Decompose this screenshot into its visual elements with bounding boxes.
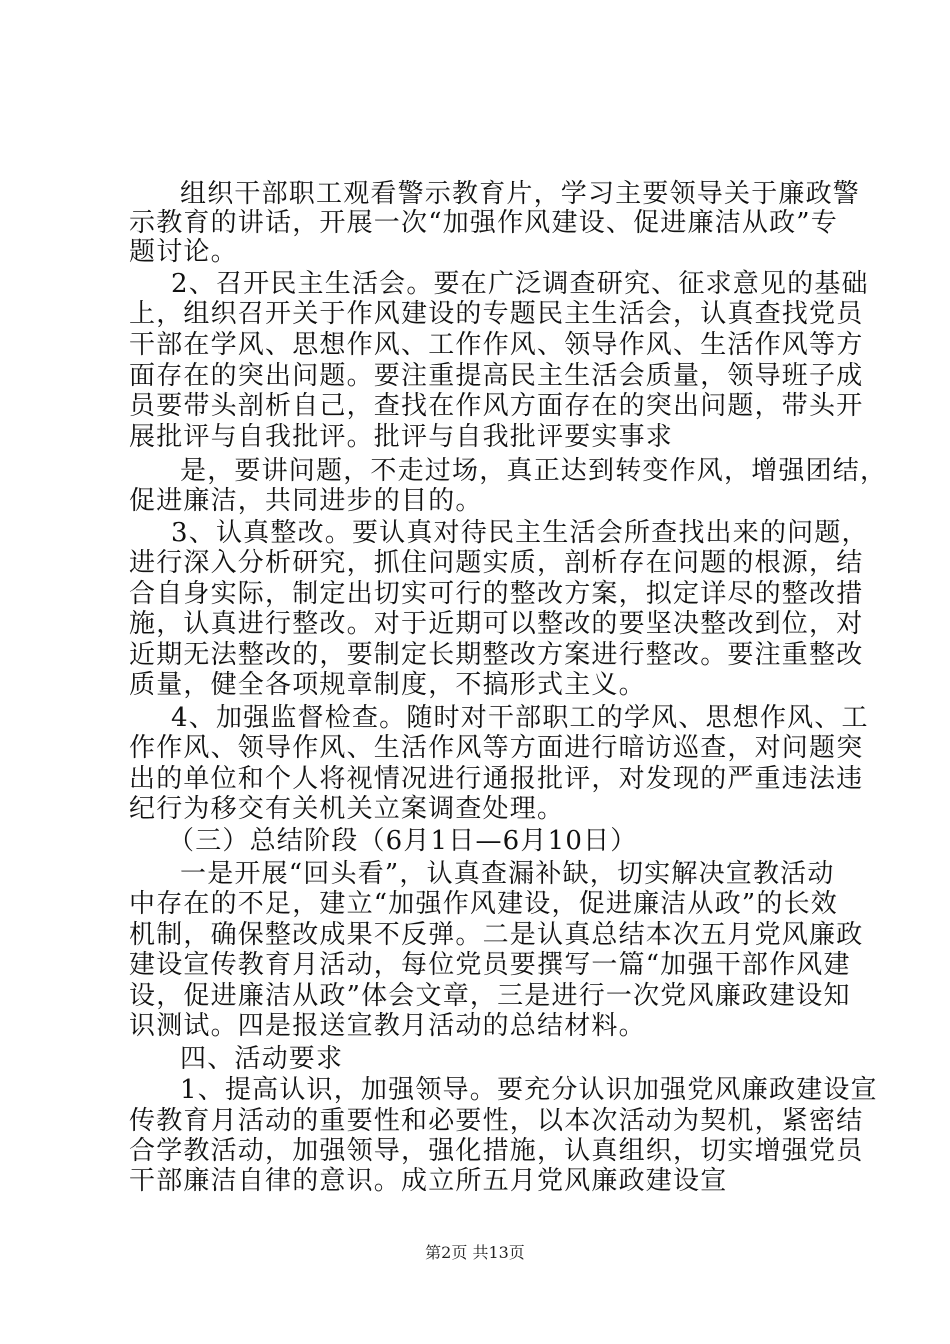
body-text-line: 展批评与自我批评。批评与自我批评要实事求	[129, 422, 674, 452]
body-text-line: 一是开展“回头看”，认真查漏补缺，切实解决宣教活动	[180, 859, 835, 889]
body-text-line: 建设宣传教育月活动，每位党员要撰写一篇“加强干部作风建	[129, 950, 851, 980]
body-text-line: 3、认真整改。要认真对待民主生活会所查找出来的问题，	[171, 518, 869, 548]
body-text-line: 设，促进廉洁从政”体会文章，三是进行一次党风廉政建设知	[129, 981, 851, 1011]
body-text-line: 合学教活动，加强领导，强化措施，认真组织，切实增强党员	[129, 1136, 864, 1166]
body-text-line: 2、召开民主生活会。要在广泛调查研究、征求意见的基础	[171, 269, 869, 299]
body-text-line: 中存在的不足，建立“加强作风建设，促进廉洁从政”的长效	[129, 889, 838, 919]
body-text-line: 干部廉洁自律的意识。成立所五月党风廉政建设宣	[129, 1166, 728, 1196]
section-heading: 四、活动要求	[180, 1044, 344, 1074]
section-heading: （三）总结阶段（6月1日—6月10日）	[168, 826, 638, 856]
body-text-line: 上，组织召开关于作风建设的专题民主生活会，认真查找党员	[129, 299, 864, 329]
body-text-line: 4、加强监督检查。随时对干部职工的学风、思想作风、工	[171, 703, 869, 733]
body-text-line: 题讨论。	[129, 237, 238, 267]
page-number-footer: 第2页 共13页	[425, 1243, 525, 1262]
body-text-line: 1、提高认识，加强领导。要充分认识加强党风廉政建设宣	[180, 1075, 878, 1105]
body-text-line: 机制，确保整改成果不反弹。二是认真总结本次五月党风廉政	[129, 920, 864, 950]
body-text-line: 示教育的讲话，开展一次“加强作风建设、促进廉洁从政”专	[129, 208, 838, 238]
body-text-line: 识测试。四是报送宣教月活动的总结材料。	[129, 1011, 646, 1041]
body-text-line: 作作风、领导作风、生活作风等方面进行暗访巡查，对问题突	[129, 733, 864, 763]
body-text-line: 促进廉洁，共同进步的目的。	[129, 486, 483, 516]
body-text-line: 面存在的突出问题。要注重提高民主生活会质量，领导班子成	[129, 361, 864, 391]
body-text-line: 进行深入分析研究，抓住问题实质，剖析存在问题的根源，结	[129, 548, 864, 578]
body-text-line: 出的单位和个人将视情况进行通报批评，对发现的严重违法违	[129, 764, 864, 794]
body-text-line: 纪行为移交有关机关立案调查处理。	[129, 794, 565, 824]
body-text-line: 是，要讲问题，不走过场，真正达到转变作风，增强团结，	[180, 456, 888, 486]
body-text-line: 组织干部职工观看警示教育片，学习主要领导关于廉政警	[180, 179, 861, 209]
body-text-line: 员要带头剖析自己，查找在作风方面存在的突出问题，带头开	[129, 391, 864, 421]
body-text-line: 干部在学风、思想作风、工作作风、领导作风、生活作风等方	[129, 330, 864, 360]
body-text-line: 近期无法整改的，要制定长期整改方案进行整改。要注重整改	[129, 640, 864, 670]
body-text-line: 传教育月活动的重要性和必要性，以本次活动为契机，紧密结	[129, 1106, 864, 1136]
body-text-line: 合自身实际，制定出切实可行的整改方案，拟定详尽的整改措	[129, 579, 864, 609]
body-text-line: 施，认真进行整改。对于近期可以整改的要坚决整改到位，对	[129, 609, 864, 639]
body-text-line: 质量，健全各项规章制度，不搞形式主义。	[129, 670, 646, 700]
